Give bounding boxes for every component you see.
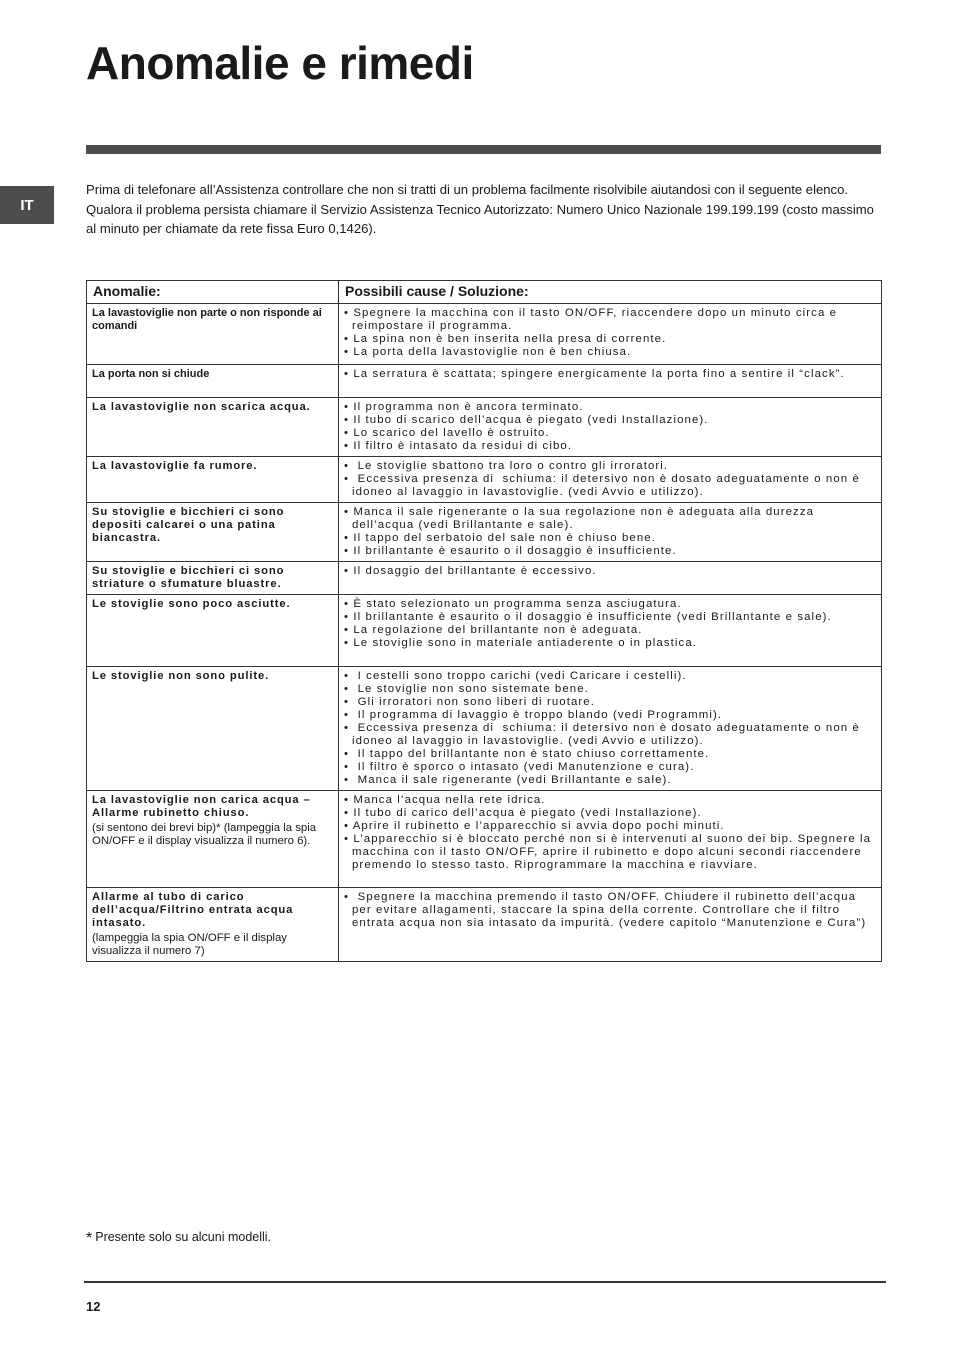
- anomaly-text: Su stoviglie e bicchieri ci sono striature o sfumature bluastre.: [92, 565, 285, 590]
- table-row: [87, 365, 882, 398]
- solution-cell: [339, 888, 882, 962]
- solution-item: • Il brillantante è esaurito o il dosaggio è insufficiente.: [344, 545, 677, 557]
- anomaly-text: La lavastoviglie fa rumore.: [92, 460, 258, 472]
- table-row: [87, 398, 882, 457]
- page-title: Anomalie e rimedi: [86, 37, 474, 89]
- anomaly-note: (lampeggia la spia ON/OFF e il display visualizza il numero 7): [92, 932, 287, 957]
- footnote-text: Presente solo su alcuni modelli.: [95, 1230, 272, 1244]
- intro-paragraph: Prima di telefonare all’Assistenza controllare che non si tratti di un problema facilmente risolvibile aiutandosi con il seguente elenco.: [86, 182, 849, 197]
- anomaly-cell: [87, 562, 339, 595]
- solution-item: • Il filtro è sporco o intasato (vedi Manutenzione e cura).: [344, 761, 695, 773]
- solution-item: • Spegnere la macchina premendo il tasto ON/OFF. Chiudere il rubinetto dell’acqua per evitare allagamenti, staccare la spina della corrente. Controllare che il filtro entrata acqua non sia intasato da impurità. (vedere capitolo “Manutenzione e Cura”): [344, 891, 867, 929]
- solution-item: • L’apparecchio si è bloccato perché non si è intervenuti al suono dei bip. Spegnere la macchina con il tasto ON/OFF, aprire il rubinetto e dopo alcuni secondi riaccendere premendo lo stesso tasto. Riprogrammare la macchina e riavviare.: [344, 833, 876, 871]
- solution-item: • Gli irroratori non sono liberi di ruotare.: [344, 696, 596, 708]
- solution-item: • La spina non è ben inserita nella presa di corrente.: [344, 333, 667, 345]
- table-row: [87, 888, 882, 962]
- solution-item: • Lo scarico del lavello è ostruito.: [344, 427, 550, 439]
- solution-item: • La serratura è scattata; spingere energicamente la porta fino a sentire il “clack”.: [344, 368, 845, 380]
- solution-item: • Spegnere la macchina con il tasto ON/OFF, riaccendere dopo un minuto circa e reimpostare il programma.: [344, 307, 842, 332]
- troubleshooting-table: [86, 280, 882, 962]
- solution-item: • Aprire il rubinetto e l’apparecchio si avvia dopo pochi minuti.: [344, 820, 725, 832]
- anomaly-text: La porta non si chiude: [92, 368, 210, 380]
- solution-cell: [339, 503, 882, 562]
- solution-item: • Il tappo del serbatoio del sale non è chiuso bene.: [344, 532, 656, 544]
- anomaly-text: La lavastoviglie non parte o non risponde ai comandi: [92, 307, 322, 332]
- anomaly-cell: [87, 304, 339, 365]
- solution-cell: [339, 595, 882, 667]
- table-row: [87, 595, 882, 667]
- solution-item: • Manca l’acqua nella rete idrica.: [344, 794, 546, 806]
- intro-text: [86, 180, 886, 239]
- page-number: 12: [86, 1299, 101, 1314]
- anomaly-text: Allarme al tubo di carico dell’acqua/Filtrino entrata acqua intasato.: [92, 891, 294, 929]
- table-row: [87, 791, 882, 888]
- anomaly-cell: [87, 888, 339, 962]
- anomaly-text: Le stoviglie sono poco asciutte.: [92, 598, 291, 610]
- solution-item: • Le stoviglie non sono sistemate bene.: [344, 683, 589, 695]
- solution-cell: [339, 365, 882, 398]
- solution-item: • Il programma di lavaggio è troppo blando (vedi Programmi).: [344, 709, 723, 721]
- solution-item: • La porta della lavastoviglie non è ben chiusa.: [344, 346, 632, 358]
- solution-item: • Manca il sale rigenerante (vedi Brillantante e sale).: [344, 774, 672, 786]
- anomaly-cell: [87, 398, 339, 457]
- table-row: [87, 457, 882, 503]
- solution-item: • Il dosaggio del brillantante è eccessivo.: [344, 565, 597, 577]
- solution-cell: [339, 791, 882, 888]
- table-row: [87, 503, 882, 562]
- solution-cell: [339, 304, 882, 365]
- anomaly-cell: [87, 503, 339, 562]
- solution-item: • Il tubo di carico dell’acqua è piegato (vedi Installazione).: [344, 807, 702, 819]
- anomaly-cell: [87, 595, 339, 667]
- anomaly-cell: [87, 457, 339, 503]
- header-anomalies: Anomalie:: [87, 281, 339, 304]
- anomaly-cell: [87, 365, 339, 398]
- solution-item: • Il tappo del brillantante non è stato chiuso correttamente.: [344, 748, 710, 760]
- solution-item: • I cestelli sono troppo carichi (vedi Caricare i cestelli).: [344, 670, 687, 682]
- solution-item: • Il programma non è ancora terminato.: [344, 401, 584, 413]
- anomaly-text: Le stoviglie non sono pulite.: [92, 670, 270, 682]
- footnote-marker: *: [86, 1230, 93, 1247]
- language-tab: IT: [0, 186, 54, 224]
- solution-cell: [339, 667, 882, 791]
- solution-item: • Eccessiva presenza di schiuma: il detersivo non è dosato adeguatamente o non è idoneo al lavaggio in lavastoviglie. (vedi Avvio e utilizzo).: [344, 473, 865, 498]
- table-row: [87, 304, 882, 365]
- header-causes-solutions: Possibili cause / Soluzione:: [339, 281, 882, 304]
- table-row: [87, 667, 882, 791]
- solution-item: • Il brillantante è esaurito o il dosaggio è insufficiente (vedi Brillantante e sale).: [344, 611, 832, 623]
- solution-item: • È stato selezionato un programma senza asciugatura.: [344, 598, 682, 610]
- intro-paragraph: Qualora il problema persista chiamare il Servizio Assistenza Tecnico Autorizzato: Numero Unico Nazionale 199.199.199 (costo massimo al minuto per chiamate da rete fissa Euro 0,1426).: [86, 201, 874, 236]
- anomaly-cell: [87, 791, 339, 888]
- table-row: [87, 562, 882, 595]
- footnote: [86, 1230, 271, 1248]
- anomaly-text: La lavastoviglie non carica acqua – Allarme rubinetto chiuso.: [92, 794, 311, 819]
- solution-cell: [339, 398, 882, 457]
- table-header-row: [87, 281, 882, 304]
- solution-item: • Eccessiva presenza di schiuma: il detersivo non è dosato adeguatamente o non è idoneo al lavaggio in lavastoviglie. (vedi Avvio e utilizzo).: [344, 722, 865, 747]
- header-rule: [86, 145, 881, 154]
- footer-rule: [84, 1281, 886, 1283]
- anomaly-text: Su stoviglie e bicchieri ci sono depositi calcarei o una patina biancastra.: [92, 506, 285, 544]
- anomaly-note: (si sentono dei brevi bip)* (lampeggia la spia ON/OFF e il display visualizza il numero 6).: [92, 822, 317, 847]
- anomaly-text: La lavastoviglie non scarica acqua.: [92, 401, 311, 413]
- solution-item: • Manca il sale rigenerante o la sua regolazione non è adeguata alla durezza dell’acqua (vedi Brillantante e sale).: [344, 506, 819, 531]
- solution-item: • Il filtro è intasato da residui di cibo.: [344, 440, 573, 452]
- solution-item: • Il tubo di scarico dell’acqua è piegato (vedi Installazione).: [344, 414, 709, 426]
- solution-item: • Le stoviglie sono in materiale antiaderente o in plastica.: [344, 637, 698, 649]
- anomaly-cell: [87, 667, 339, 791]
- solution-cell: [339, 457, 882, 503]
- solution-cell: [339, 562, 882, 595]
- solution-item: • Le stoviglie sbattono tra loro o contro gli irroratori.: [344, 460, 669, 472]
- solution-item: • La regolazione del brillantante non è adeguata.: [344, 624, 643, 636]
